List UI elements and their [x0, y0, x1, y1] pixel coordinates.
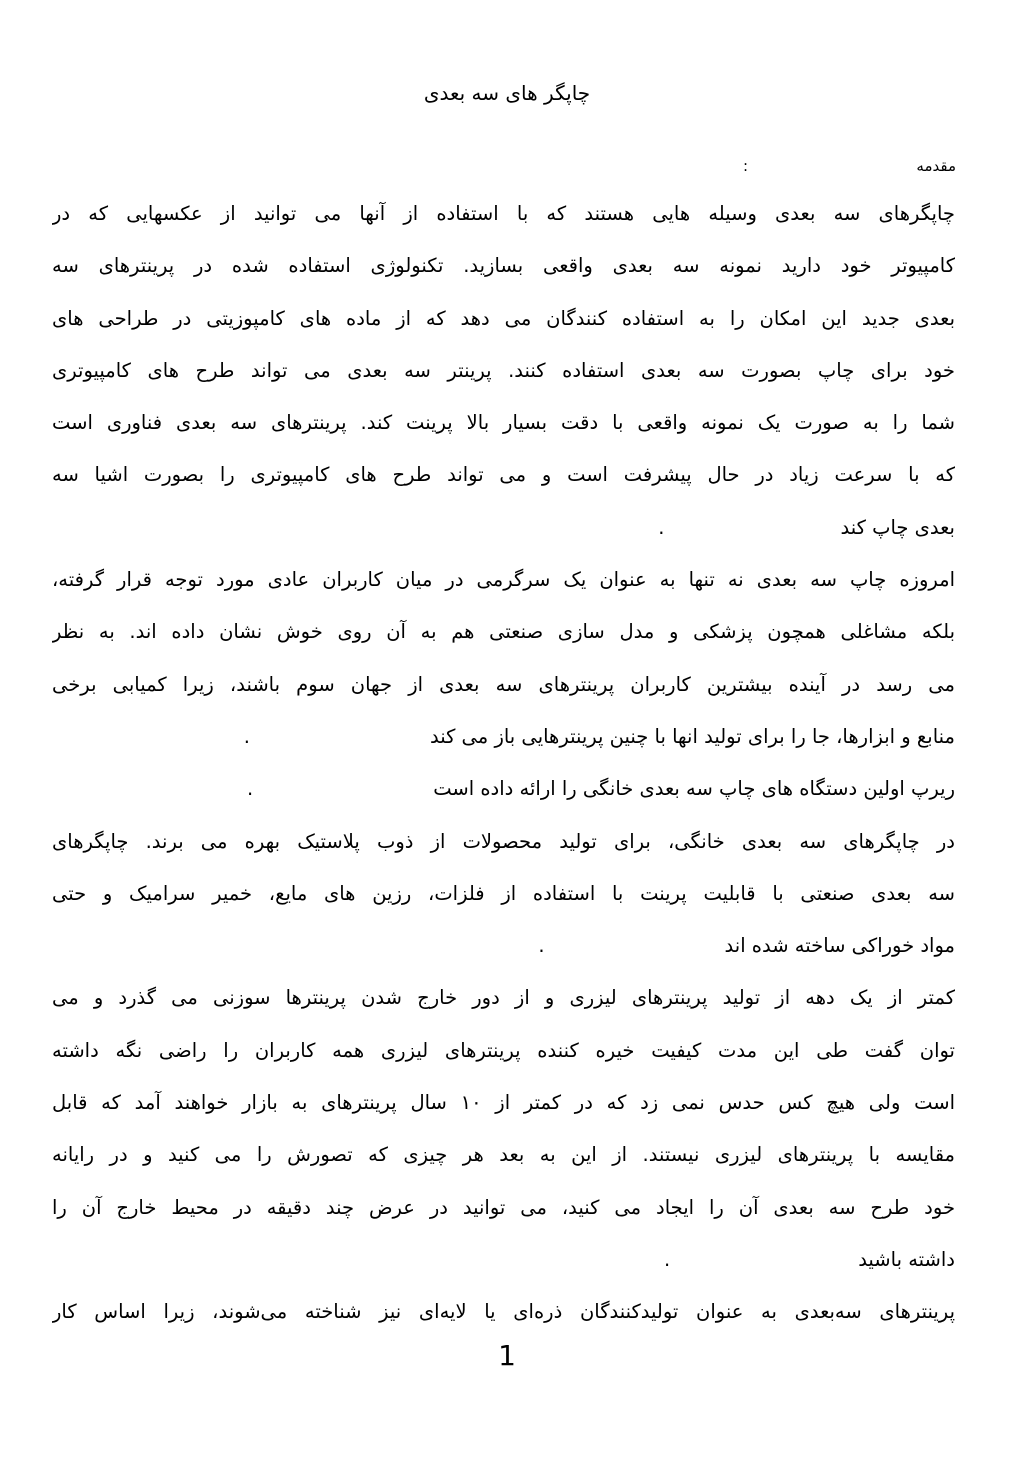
section-heading [656, 154, 956, 178]
trailing-dot: . [538, 934, 545, 958]
heading-colon: : [742, 157, 748, 175]
line-text: ریرپ اولین دستگاه های چاپ سه بعدی خانگی را ارائه داده است [433, 777, 955, 801]
paragraph-line: پرینترهای سه‌بعدی به عنوان تولیدکنندگان ذره‌ای یا لایه‌ای نیز شناخته می‌شوند، زیرا اساس کار [52, 1300, 955, 1324]
document-body [52, 188, 955, 1339]
paragraph-line: است ولی هیچ کس حدس نمی زد که در کمتر از ۱۰ سال پرینترهای به بازار خواهند آمد که قابل [52, 1091, 955, 1115]
paragraph-line: سه بعدی صنعتی با قابلیت پرینت با استفاده از فلزات، رزین های مایع، خمیر سرامیک و حتی [52, 881, 955, 905]
paragraph-end-line [52, 763, 955, 815]
paragraph-line: در چاپگرهای سه بعدی خانگی، برای تولید محصولات از ذوب پلاستیک بهره می برند. چاپگرهای [52, 829, 955, 853]
paragraph-line: خود برای چاپ بصورت سه بعدی استفاده کنند. پرینتر سه بعدی می تواند طرح های کامپیوتری [52, 358, 955, 382]
paragraph-line: شما را به صورت یک نمونه واقعی با دقت بسیار بالا پرینت کند. پرینترهای سه بعدی فناوری است [52, 411, 955, 435]
paragraph-line: مقایسه با پرینترهای لیزری نیستند. از این به بعد هر چیزی که تصورش را می کنید و در رایانه [52, 1143, 955, 1167]
trailing-dot: . [243, 724, 250, 748]
paragraph-end-line [52, 1234, 955, 1286]
trailing-dot: . [658, 515, 665, 539]
paragraph-end-line [52, 502, 955, 554]
paragraph-line: که با سرعت زیاد در حال پیشرفت است و می تواند طرح های کامپیوتری را بصورت اشیا سه [52, 463, 955, 487]
paragraph-line: بلکه مشاغلی همچون پزشکی و مدل سازی صنعتی هم به آن روی خوش نشان داده اند. به نظر [52, 620, 955, 644]
paragraph-line: خود طرح سه بعدی آن را ایجاد می کنید، می توانید در عرض چند دقیقه در محیط خارج آن را [52, 1195, 955, 1219]
paragraph-line: کامپیوتر خود دارید نمونه سه بعدی واقعی بسازید. تکنولوژی استفاده شده در پرینترهای سه [52, 254, 955, 278]
paragraph-line: می رسد در آینده بیشترین کاربران پرینترهای سه بعدی از جهان سوم باشند، زیرا کمیابی برخی [52, 672, 955, 696]
page-number: 1 [498, 1339, 516, 1372]
line-text: منابع و ابزارها، جا را برای تولید انها با چنین پرینترهایی باز می کند [429, 724, 955, 748]
line-text: مواد خوراکی ساخته شده اند [724, 934, 955, 958]
paragraph-end-line [52, 711, 955, 763]
paragraph-line: کمتر از یک دهه از تولید پرینترهای لیزری و از دور خارج شدن پرینترها سوزنی می گذرد و می [52, 986, 955, 1010]
trailing-dot: . [663, 1247, 671, 1271]
heading-label: مقدمه [916, 157, 956, 175]
paragraph-end-line [52, 920, 955, 972]
paragraph-line: امروزه چاپ سه بعدی نه تنها به عنوان یک سرگرمی در میان کاربران عادی مورد توجه قرار گرفته، [52, 568, 955, 592]
line-text: داشته باشید [858, 1247, 955, 1271]
paragraph-line: بعدی جدید این امکان را به استفاده کنندگان می دهد که از ماده های کامپوزیتی در طراحی های [52, 306, 955, 330]
line-text: بعدی چاپ کند [840, 515, 955, 539]
trailing-dot: . [247, 777, 254, 801]
paragraph-line: توان گفت طی این مدت کیفیت خیره کننده پرینترهای لیزری همه کاربران را راضی نگه داشته [52, 1038, 955, 1062]
document-title: چاپگر های سه بعدی [423, 81, 591, 105]
paragraph-line: چاپگرهای سه بعدی وسیله هایی هستند که با استفاده از آنها می توانید از عکسهایی که در [52, 202, 955, 225]
